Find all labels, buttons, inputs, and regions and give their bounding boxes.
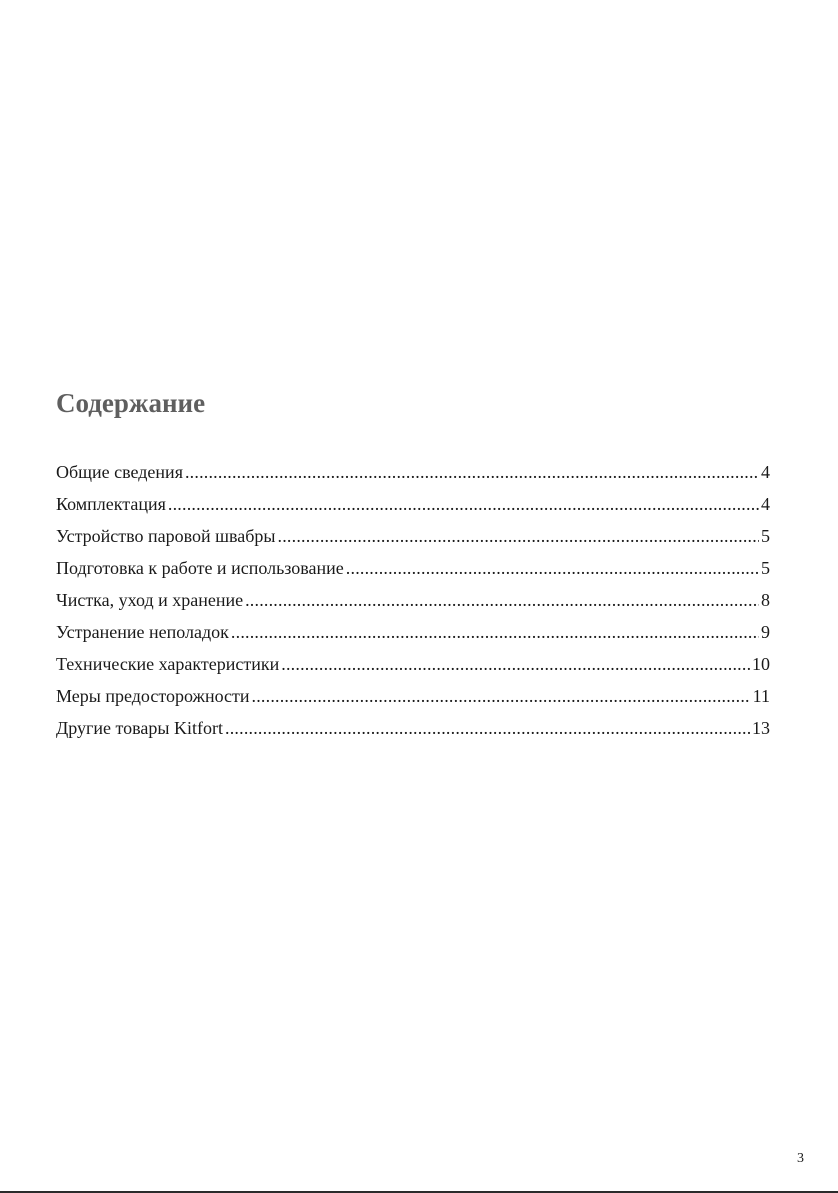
toc-entry-page: 5 [761,526,770,546]
dot-leader [346,554,759,582]
toc-entry-page: 9 [761,622,770,642]
toc-entry-title: Комплектация [56,494,166,514]
dot-leader [185,458,759,486]
toc-entry-title: Устранение неполадок [56,622,229,642]
dot-leader [231,618,759,646]
table-of-contents [56,458,770,746]
toc-entry-page: 4 [761,494,770,514]
toc-entry-device-layout[interactable] [56,522,770,554]
toc-entry-title: Общие сведения [56,462,183,482]
toc-entry-page: 10 [752,654,770,674]
dot-leader [225,714,750,742]
toc-entry-page: 13 [752,718,770,738]
toc-entry-page: 4 [761,462,770,482]
toc-entry-page: 5 [761,558,770,578]
toc-entry-safety-precautions[interactable] [56,682,770,714]
toc-entry-other-products[interactable] [56,714,770,746]
toc-entry-title: Технические характеристики [56,654,280,674]
toc-entry-title: Другие товары Kitfort [56,718,224,738]
toc-entry-specifications[interactable] [56,650,770,682]
toc-entry-page: 11 [752,686,770,706]
toc-entry-title: Устройство паровой швабры [56,526,276,546]
toc-entry-troubleshooting[interactable] [56,618,770,650]
page-title: Содержание [56,388,206,418]
page-number: 3 [797,1151,804,1166]
dot-leader [281,650,750,678]
dot-leader [252,682,751,710]
toc-entry-title: Подготовка к работе и использование [56,558,344,578]
toc-entry-title: Меры предосторожности [56,686,250,706]
toc-entry-general-info[interactable] [56,458,770,490]
toc-entry-preparation-and-use[interactable] [56,554,770,586]
toc-entry-title: Чистка, уход и хранение [56,590,244,610]
dot-leader [168,490,759,518]
toc-entry-package-contents[interactable] [56,490,770,522]
toc-entry-cleaning-care-storage[interactable] [56,586,770,618]
dot-leader [278,522,759,550]
dot-leader [245,586,759,614]
toc-entry-page: 8 [761,590,770,610]
